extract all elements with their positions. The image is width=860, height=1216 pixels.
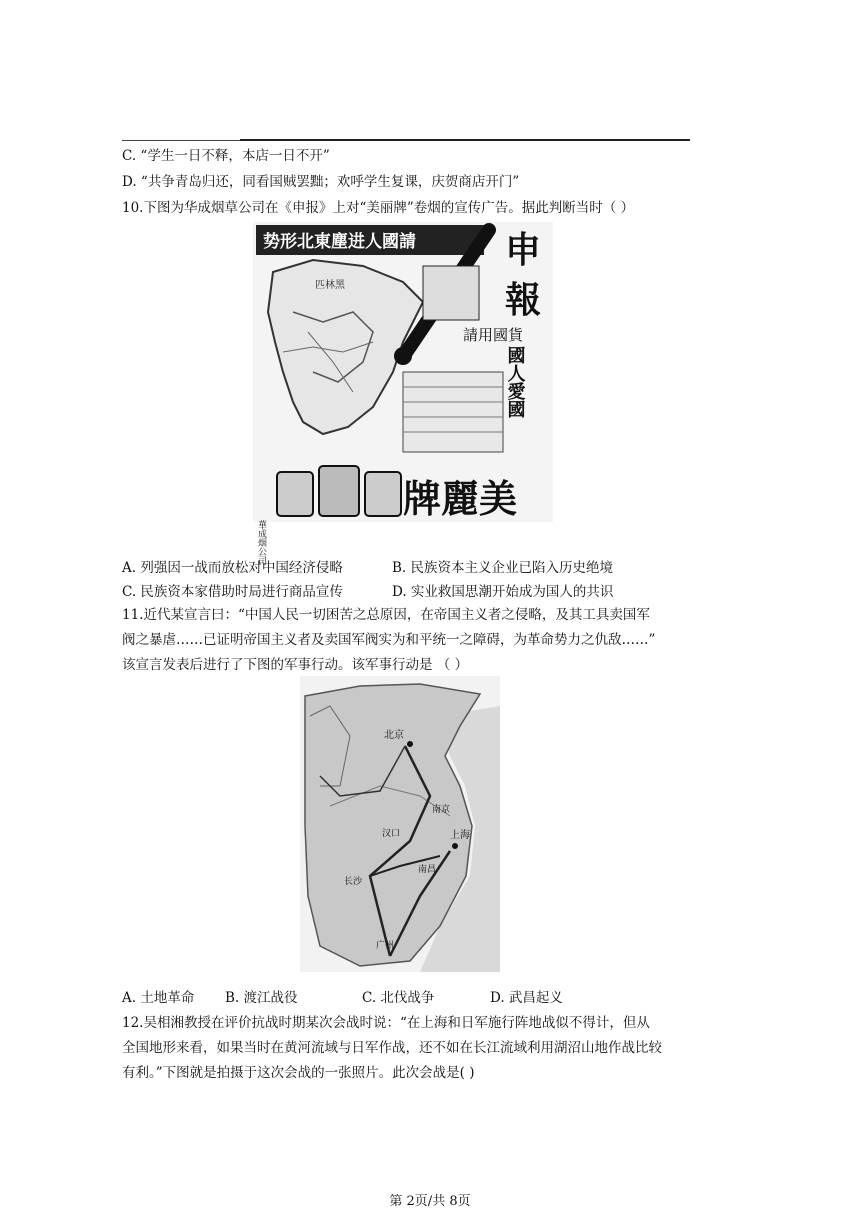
ad-paper-name-1: 申 bbox=[505, 230, 542, 271]
ad-side-label: 華成烟公司 bbox=[256, 520, 266, 565]
ad-slogan-2: 請用國貨 bbox=[463, 326, 524, 344]
q10-stem: 10.下图为华成烟草公司在《申报》上对“美丽牌”卷烟的宣传广告。据此判断当时（ ） bbox=[122, 200, 635, 216]
ad-brand: 牌麗美 bbox=[403, 477, 518, 521]
q11-stem-line3: 该宣言发表后进行了下图的军事行动。该军事行动是 （ ） bbox=[122, 657, 469, 673]
cigarette-advertisement-figure bbox=[253, 222, 553, 565]
q11-option-b: B. 渡江战役 bbox=[225, 990, 298, 1006]
q11-option-a: A. 土地革命 bbox=[122, 990, 195, 1006]
northern-expedition-map-figure bbox=[300, 676, 500, 972]
q12-stem-line1: 12.吴相湘教授在评价抗战时期某次会战时说：“在上海和日军施行阵地战似不得计，但从 bbox=[122, 1015, 650, 1031]
ad-slogan-1: 國人愛國 bbox=[504, 346, 526, 418]
q10-option-c: C. 民族资本家借助时局进行商品宣传 bbox=[122, 584, 343, 600]
map-label-nanchang: 南昌 bbox=[418, 865, 437, 875]
q11-option-c: C. 北伐战争 bbox=[362, 990, 435, 1006]
ad-headline: 势形北東塵进人國請 bbox=[263, 232, 416, 252]
q10-option-a: A. 列强因一战而放松对中国经济侵略 bbox=[122, 560, 343, 576]
q9-option-d: D. “共争青岛归还，同看国贼罢黜；欢呼学生复课，庆贺商店开门” bbox=[122, 174, 520, 190]
page-number: 第 2页/共 8页 bbox=[389, 1194, 471, 1209]
q10-option-d: D. 实业救国思潮开始成为国人的共识 bbox=[392, 584, 614, 600]
advertisement-image bbox=[253, 222, 553, 565]
header-rule-thick bbox=[240, 139, 690, 141]
ad-map-label: 匹林黑 bbox=[315, 280, 345, 291]
map-label-beijing: 北京 bbox=[384, 730, 404, 741]
map-label-nanjing: 南京 bbox=[432, 805, 451, 815]
map-label-shanghai: 上海 bbox=[450, 830, 470, 841]
map-label-guangzhou: 广州 bbox=[376, 941, 395, 951]
military-map bbox=[300, 676, 500, 972]
q11-option-d: D. 武昌起义 bbox=[490, 990, 563, 1006]
map-label-wuhan: 汉口 bbox=[382, 829, 401, 839]
q12-stem-line2: 全国地形来看，如果当时在黄河流域与日军作战，还不如在长江流域利用湖沼山地作战比较 bbox=[122, 1040, 662, 1056]
q12-stem-line3: 有利。”下图就是拍摄于这次会战的一张照片。此次会战是( ) bbox=[122, 1065, 475, 1081]
q11-stem-line2: 阀之暴虐……已证明帝国主义者及卖国军阀实为和平统一之障碍，为革命势力之仇敌……” bbox=[122, 632, 656, 648]
map-label-changsha: 长沙 bbox=[344, 877, 363, 887]
ad-paper-name-2: 報 bbox=[505, 280, 542, 321]
q9-option-c: C. “学生一日不释，本店一日不开” bbox=[122, 148, 330, 164]
q10-option-b: B. 民族资本主义企业已陷入历史绝境 bbox=[392, 560, 614, 576]
q11-stem-line1: 11.近代某宣言曰：“中国人民一切困苦之总原因，在帝国主义者之侵略，及其工具卖国军 bbox=[122, 607, 650, 623]
